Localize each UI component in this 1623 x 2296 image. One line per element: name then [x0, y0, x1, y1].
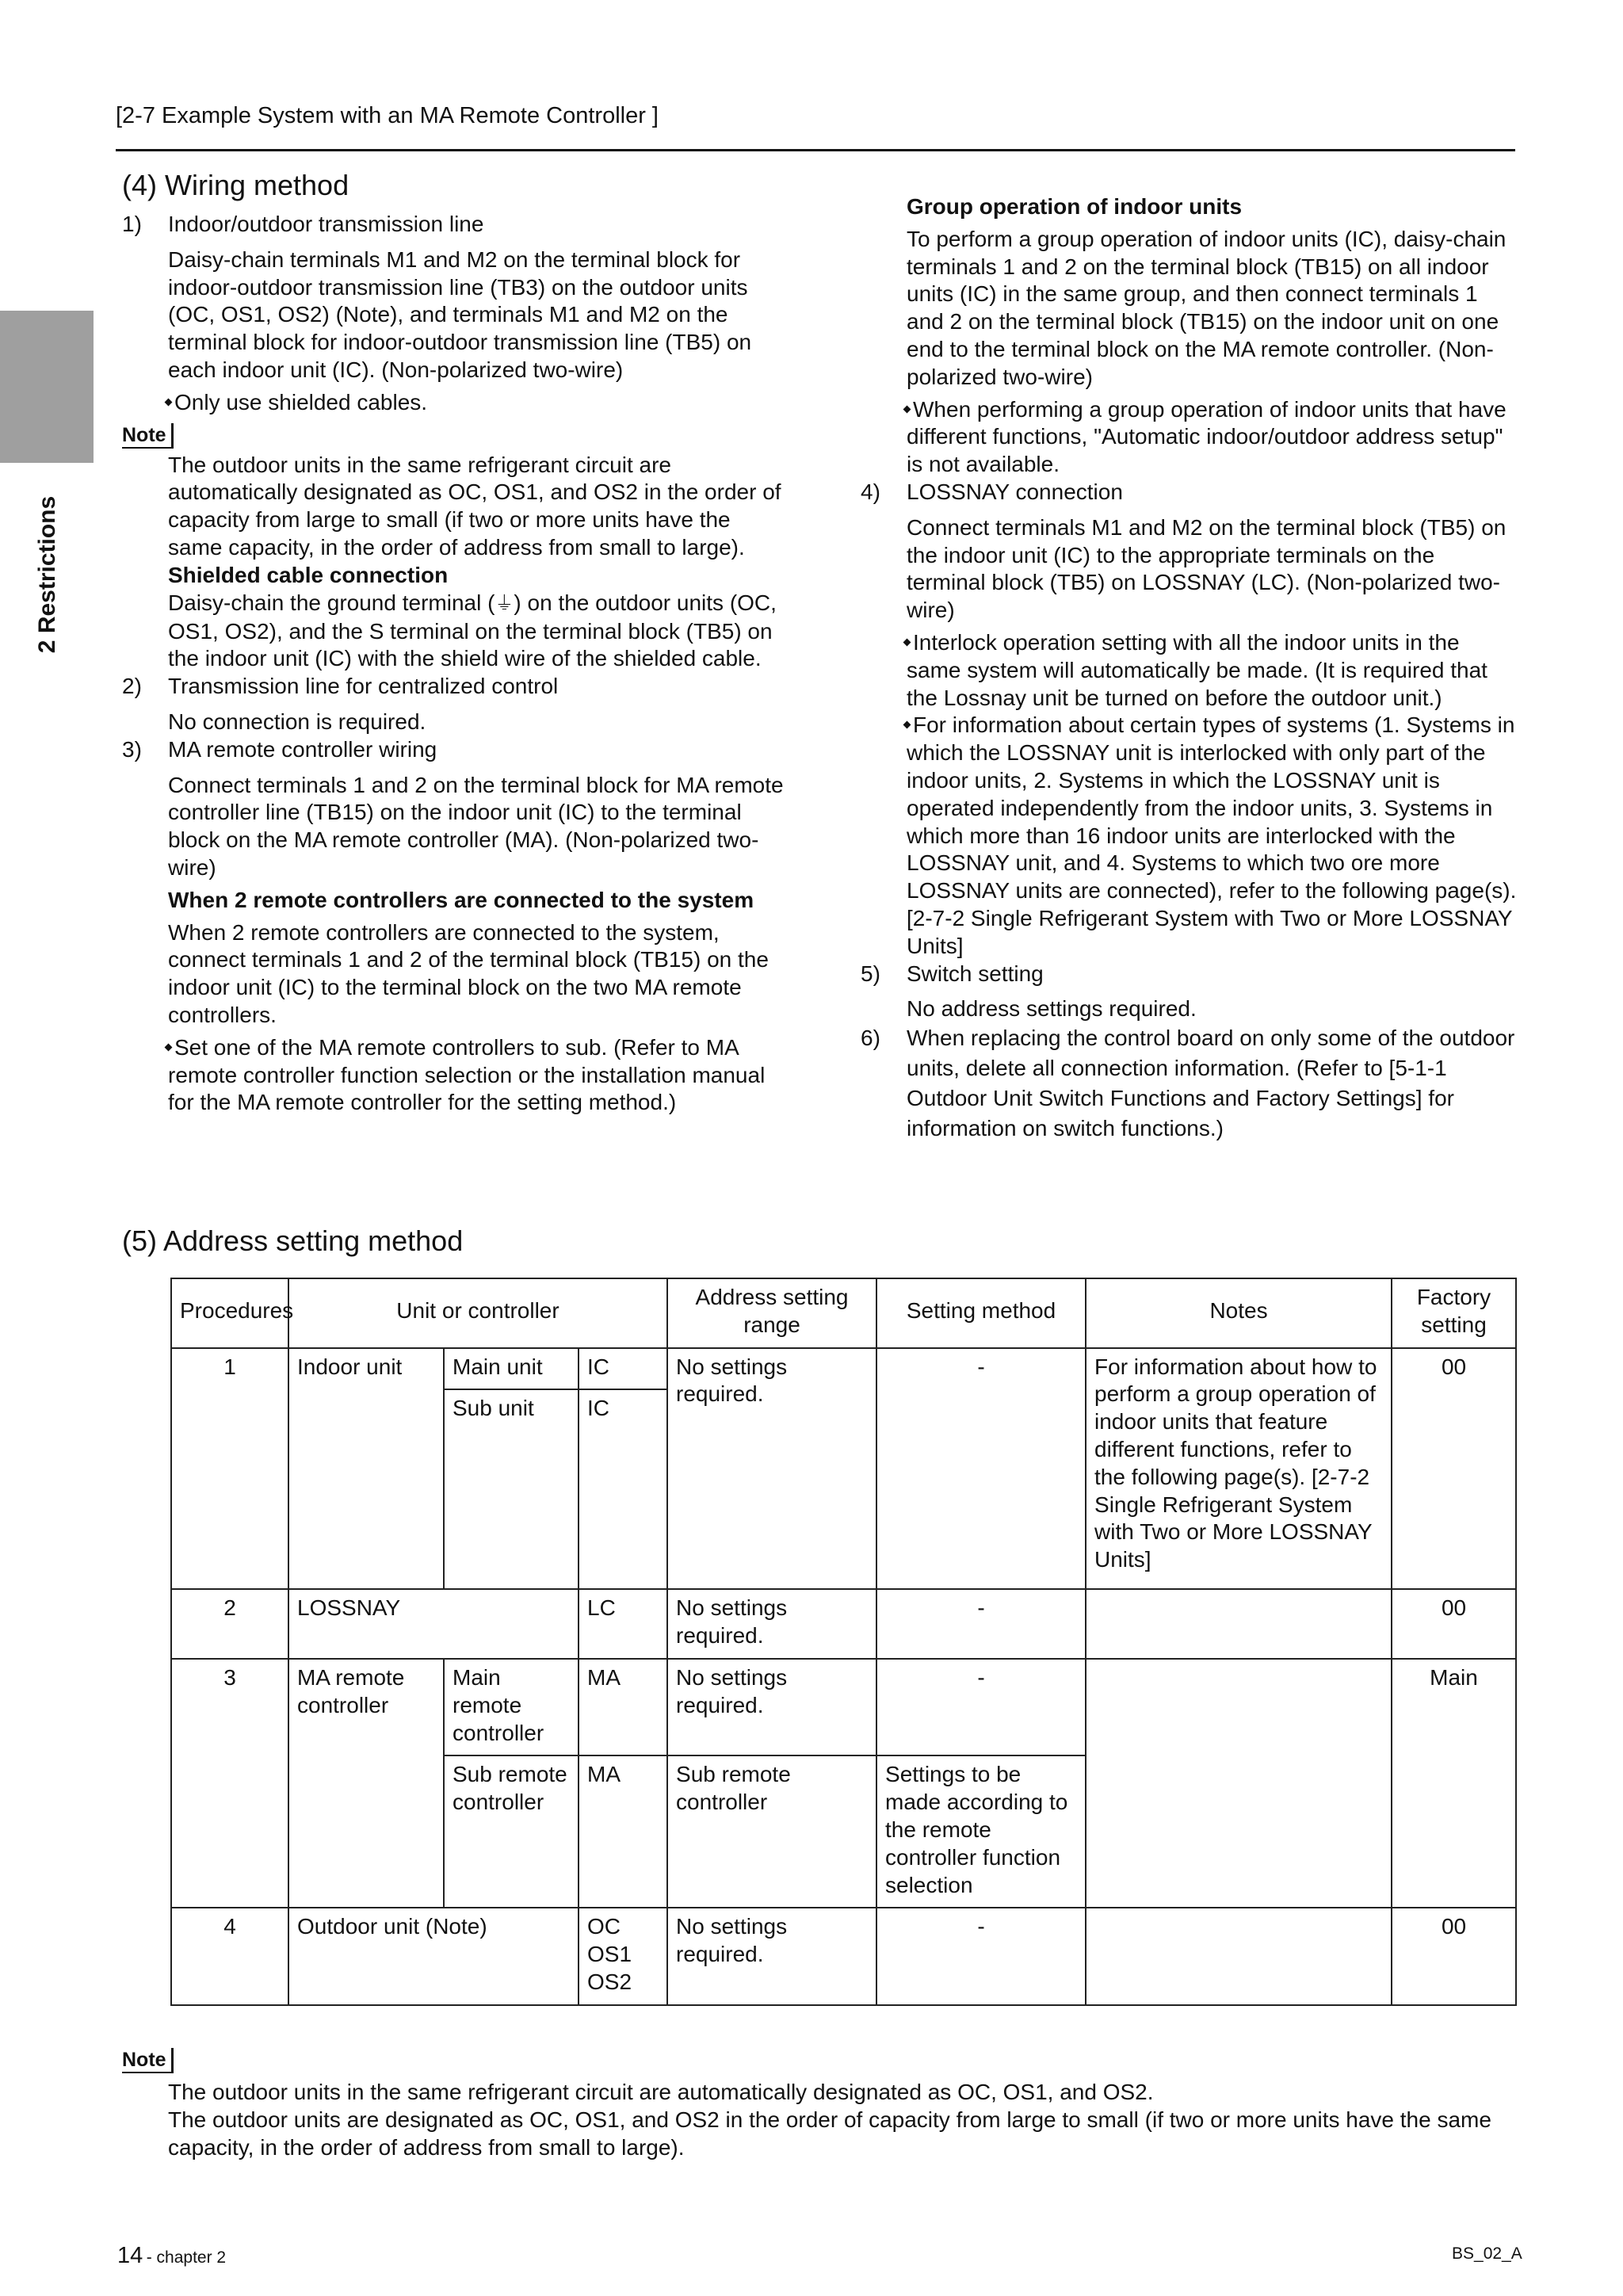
- note-line-2: The outdoor units are designated as OC, OS1, and OS2 in the order of capacity from large to small (if two or more units have the same capacity, in the order of address from small to large).: [168, 2107, 1491, 2160]
- cell-method: -: [876, 1589, 1086, 1659]
- cell-range: Sub remote controller: [667, 1755, 876, 1908]
- header-range: Address setting range: [667, 1278, 876, 1348]
- cell-code: MA: [579, 1755, 667, 1908]
- item-number: 1): [122, 212, 142, 236]
- cell-method: -: [876, 1348, 1086, 1590]
- cell-code: IC: [579, 1348, 667, 1390]
- cell-subunit: Main unit: [444, 1348, 579, 1390]
- cell-range: No settings required.: [667, 1589, 876, 1659]
- item-5-title: [861, 961, 1518, 988]
- two-remote-heading: When 2 remote controllers are connected to the system: [168, 887, 754, 912]
- item-3-text: Connect terminals 1 and 2 on the terminal block for MA remote controller line (TB15) on the indoor unit (IC) to the terminal block on the MA remote controller (MA). (Non-polarized two-wire): [168, 772, 784, 880]
- header-procedures: Procedures: [171, 1278, 288, 1348]
- cell-subunit: Sub unit: [444, 1389, 579, 1589]
- sub-remote-bullet: Set one of the MA remote controllers to sub. (Refer to MA remote controller function selection or the installation manual for the MA remote controller for the setting method.): [168, 1034, 766, 1115]
- table-header-row: [171, 1278, 1516, 1348]
- cell-unit: Indoor unit: [288, 1348, 444, 1590]
- page-footer-left: [117, 2243, 226, 2269]
- table-row: [171, 1348, 1516, 1390]
- note-label: Note: [122, 423, 174, 449]
- item-number: 5): [861, 961, 880, 986]
- header-unit: Unit or controller: [288, 1278, 667, 1348]
- note-label: Note: [122, 2048, 174, 2073]
- cell-notes: [1086, 1589, 1392, 1659]
- item-1-title: [122, 211, 788, 239]
- cell-range: No settings required.: [667, 1659, 876, 1755]
- shielded-cables-bullet: Only use shielded cables.: [168, 390, 427, 415]
- ground-terminal-icon: ⏚: [495, 592, 514, 614]
- cell-factory: Main: [1392, 1659, 1516, 1908]
- item-number: 6): [861, 1026, 880, 1051]
- item-title: MA remote controller wiring: [168, 736, 437, 762]
- chapter-tab-label: 2 Restrictions: [34, 495, 60, 654]
- cell-notes: For information about how to perform a group operation of indoor units that feature different functions, refer to the following page(s). [2-7-2 Single Refrigerant System with Two or More LOSSNAY Units]: [1086, 1348, 1392, 1590]
- cell-method: -: [876, 1659, 1086, 1755]
- group-operation-heading: Group operation of indoor units: [907, 194, 1243, 219]
- right-column: [861, 155, 1518, 1144]
- shielded-cable-text: Daisy-chain the ground terminal (⏚) on the outdoor units (OC, OS1, OS2), and the S terminal on the terminal block (TB5) on the indoor unit (IC) with the shield wire of the shielded cable.: [168, 590, 777, 671]
- header-method: Setting method: [876, 1278, 1086, 1348]
- table-row: [171, 1589, 1516, 1659]
- interlock-bullet: Interlock operation setting with all the indoor units in the same system will automatically be made. (It is required that the Lossnay unit be turned on before the outdoor unit.): [907, 629, 1487, 710]
- page-number: 14: [117, 2243, 143, 2268]
- cell-procedure: 3: [171, 1659, 288, 1908]
- header-divider: [116, 149, 1515, 151]
- cell-unit: MA remote controller: [288, 1659, 444, 1908]
- item-title: LOSSNAY connection: [907, 479, 1123, 504]
- item-2-text: No connection is required.: [168, 709, 426, 734]
- item-1-text: Daisy-chain terminals M1 and M2 on the terminal block for indoor-outdoor transmission line (TB3) on the outdoor units (OC, OS1, OS2) (Note), and terminals M1 and M2 on the terminal block for indoor-outdoor transmission line (TB5) on each indoor unit (IC). (Non-polarized two-wire): [168, 246, 752, 382]
- item-6: [861, 1023, 1518, 1144]
- cell-subunit: Main remote controller: [444, 1659, 579, 1755]
- header-notes: Notes: [1086, 1278, 1392, 1348]
- chapter-tab: [0, 311, 94, 463]
- item-number: 4): [861, 479, 880, 504]
- cell-procedure: 2: [171, 1589, 288, 1659]
- group-operation-bullet: When performing a group operation of indoor units that have different functions, "Automatic indoor/outdoor address setup" is not available.: [907, 396, 1507, 477]
- item-number: 3): [122, 736, 142, 762]
- page-header: [2-7 Example System with an MA Remote Controller ]: [116, 103, 659, 128]
- cell-code: LC: [579, 1589, 667, 1659]
- item-title: Transmission line for centralized control: [168, 674, 559, 699]
- cell-factory: 00: [1392, 1908, 1516, 2004]
- cell-notes: [1086, 1908, 1392, 2004]
- cell-code: MA: [579, 1659, 667, 1755]
- item-4-title: [861, 479, 1518, 506]
- cell-unit: LOSSNAY: [288, 1589, 579, 1659]
- cell-range: No settings required.: [667, 1908, 876, 2004]
- cell-method: Settings to be made according to the remote controller function selection: [876, 1755, 1086, 1908]
- cell-code: OC OS1 OS2: [579, 1908, 667, 2004]
- cell-unit: Outdoor unit (Note): [288, 1908, 579, 2004]
- item-number: 2): [122, 674, 142, 699]
- two-remote-text: When 2 remote controllers are connected to the system, connect terminals 1 and 2 of the terminal block (TB15) on the indoor unit (IC) to the terminal block on the two MA remote controllers.: [168, 919, 769, 1027]
- cell-factory: 00: [1392, 1348, 1516, 1590]
- table-row: [171, 1908, 1516, 2004]
- item-title: Indoor/outdoor transmission line: [168, 212, 484, 236]
- table-row: [171, 1659, 1516, 1755]
- section-4-heading: (4) Wiring method: [122, 169, 349, 201]
- left-column: [122, 168, 788, 1117]
- document-code: BS_02_A: [1452, 2244, 1522, 2263]
- address-setting-table: [170, 1278, 1517, 2006]
- cell-procedure: 4: [171, 1908, 288, 2004]
- note-text: The outdoor units in the same refrigerant circuit are automatically designated as OC, OS1, and OS2 in the order of capacity from large to small (if two or more units have the same capacity, in the order of address from small to large).: [168, 452, 781, 560]
- cell-code: IC: [579, 1389, 667, 1589]
- chapter-label: - chapter 2: [146, 2248, 227, 2267]
- item-2-title: [122, 673, 788, 701]
- bottom-note: [122, 2045, 1517, 2161]
- system-types-bullet: For information about certain types of systems (1. Systems in which the LOSSNAY unit is interlocked with only part of the indoor units, 2. Systems in which the LOSSNAY unit is operated independently from the indoor units, 3. Systems in which more than 16 indoor units are interlocked with the LOSSNAY unit, and 4. Systems to which two ore more LOSSNAY units are connected), refer to the following page(s). [2-7-2 Single Refrigerant System with Two or More LOSSNAY Units]: [907, 712, 1517, 958]
- item-4-text: Connect terminals M1 and M2 on the terminal block (TB5) on the indoor unit (IC) to the appropriate terminals on the terminal block (TB5) on LOSSNAY (LC). (Non-polarized two-wire): [907, 514, 1507, 623]
- cell-procedure: 1: [171, 1348, 288, 1590]
- cell-factory: 00: [1392, 1589, 1516, 1659]
- header-factory: Factory setting: [1392, 1278, 1516, 1348]
- cell-range: No settings required.: [667, 1348, 876, 1590]
- item-5-text: No address settings required.: [907, 996, 1197, 1022]
- cell-method: -: [876, 1908, 1086, 2004]
- group-operation-text: To perform a group operation of indoor units (IC), daisy-chain terminals 1 and 2 on the terminal block (TB15) on all indoor units (IC) in the same group, and then connect terminals 1 and 2 on the terminal block (TB15) on the indoor unit on one end to the terminal block on the MA remote controller. (Non-polarized two-wire): [907, 226, 1507, 389]
- item-title: Switch setting: [907, 961, 1044, 986]
- item-3-title: [122, 736, 788, 764]
- cell-notes: [1086, 1659, 1392, 1908]
- note-line-1: The outdoor units in the same refrigerant circuit are automatically designated as OC, OS1, and OS2.: [168, 2080, 1154, 2104]
- section-5-heading: (5) Address setting method: [122, 1224, 464, 1257]
- item-6-text: When replacing the control board on only some of the outdoor units, delete all connection information. (Refer to [5-1-1 Outdoor Unit Switch Functions and Factory Settings] for information on switch functions.): [907, 1026, 1515, 1141]
- shielded-cable-heading: Shielded cable connection: [168, 562, 449, 587]
- cell-subunit: Sub remote controller: [444, 1755, 579, 1908]
